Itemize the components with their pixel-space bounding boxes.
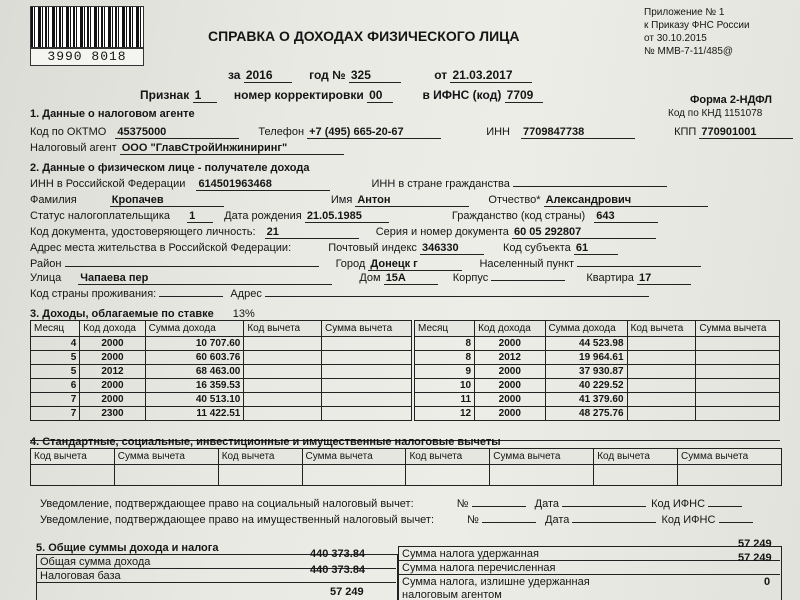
table-cell: 9 (415, 365, 475, 379)
oktmo-row: Код по ОКТМО 45375000 Телефон +7 (495) 665-20-67 ИНН 7709847738 КПП 770901001 (30, 126, 793, 139)
column-header: Сумма дохода (545, 321, 627, 337)
table-cell (627, 393, 696, 407)
column-header: Месяц (31, 321, 80, 337)
table-row (31, 407, 412, 421)
table-cell: 2000 (80, 337, 145, 351)
table-cell: 2000 (475, 379, 545, 393)
table-cell (218, 465, 302, 486)
income-table-left (30, 320, 412, 421)
table-row (415, 351, 780, 365)
tax-transferred-label: Сумма налога перечисленная (402, 562, 556, 574)
table-cell (322, 379, 412, 393)
column-header: Код вычета (627, 321, 696, 337)
document-title: СПРАВКА О ДОХОДАХ ФИЗИЧЕСКОГО ЛИЦА (208, 28, 520, 44)
table-cell (594, 465, 678, 486)
country-row: Код страны проживания: Адрес (30, 288, 649, 300)
table-row (31, 365, 412, 379)
barcode (30, 6, 144, 48)
table-cell: 6 (31, 379, 80, 393)
table-cell: 7 (31, 407, 80, 421)
table-cell: 68 463.00 (145, 365, 244, 379)
tax-transferred: 57 249 (738, 552, 772, 564)
table-cell: 2000 (80, 379, 145, 393)
address-row: Адрес места жительства в Российской Федерации: Почтовый индекс 346330 Код субъекта 61 (30, 242, 618, 255)
table-cell (244, 337, 322, 351)
table-cell: 2000 (475, 337, 545, 351)
table-cell (322, 337, 412, 351)
table-cell: 12 (415, 407, 475, 421)
table-row (415, 337, 780, 351)
column-header: Сумма вычета (114, 449, 218, 465)
property-notice-row: Уведомление, подтверждающее право на имущественный налоговый вычет: № Дата Код ИФНС (40, 514, 753, 526)
tax-excess-label: Сумма налога, излишне удержанная (402, 576, 590, 588)
table-cell (322, 407, 412, 421)
table-cell (627, 407, 696, 421)
column-header: Код дохода (80, 321, 145, 337)
table-cell (627, 337, 696, 351)
header-year-row: за 2016 год № 325 от 21.03.2017 (228, 68, 532, 83)
table-cell (244, 351, 322, 365)
table-cell: 10 707.60 (145, 337, 244, 351)
table-cell: 11 (415, 393, 475, 407)
total-income-label: Общая сумма дохода (40, 556, 151, 568)
table-cell: 44 523.98 (545, 337, 627, 351)
table-cell: 60 603.76 (145, 351, 244, 365)
deductions-table (30, 448, 782, 486)
table-row (31, 337, 412, 351)
table-cell (244, 379, 322, 393)
district-row: Район Город Донецк г Населенный пункт (30, 258, 701, 271)
table-cell (696, 379, 780, 393)
table-cell: 2012 (80, 365, 145, 379)
table-cell (244, 407, 322, 421)
agent-row: Налоговый агент ООО "ГлавСтройИнжиниринг" (30, 142, 344, 155)
column-header: Код вычета (218, 449, 302, 465)
table-cell: 48 275.76 (545, 407, 627, 421)
table-cell (627, 351, 696, 365)
tax-excess-label-2: налоговым агентом (402, 589, 502, 600)
column-header: Сумма вычета (302, 449, 406, 465)
document-row: Код документа, удостоверяющего личность: 21 Серия и номер документа 60 05 292807 (30, 226, 656, 239)
table-cell (406, 465, 490, 486)
tax-base: 440 373.84 (310, 564, 366, 576)
table-cell: 2000 (475, 365, 545, 379)
section5-title: 5. Общие суммы дохода и налога (36, 542, 219, 554)
income-table-right (414, 320, 780, 421)
tax-excess: 0 (764, 576, 771, 588)
table-cell: 7 (31, 393, 80, 407)
table-row (31, 393, 412, 407)
status-row: Статус налогоплательщика 1 Дата рождения 21.05.1985 Гражданство (код страны) 643 (30, 210, 658, 223)
table-cell: 5 (31, 365, 80, 379)
header-sign-row: Признак 1 номер корректировки 00 в ИФНС (код) 7709 (140, 88, 543, 103)
table-cell: 40 513.10 (145, 393, 244, 407)
total-income: 440 373.84 (310, 548, 366, 560)
table-cell (31, 465, 115, 486)
table-row (31, 465, 782, 486)
table-cell: 8 (415, 351, 475, 365)
table-cell: 4 (31, 337, 80, 351)
table-cell (490, 465, 594, 486)
table-cell: 2000 (80, 393, 145, 407)
table-cell: 5 (31, 351, 80, 365)
column-header: Месяц (415, 321, 475, 337)
table-cell (696, 393, 780, 407)
appendix-note: Приложение № 1 к Приказу ФНС России от 30.10.2015 № ММВ-7-11/485@ (644, 7, 750, 57)
column-header: Код вычета (244, 321, 322, 337)
section3-title: 3. Доходы, облагаемые по ставке 13% (30, 308, 255, 320)
section2-title: 2. Данные о физическом лице - получателе дохода (30, 162, 310, 174)
tax-base-label: Налоговая база (40, 570, 121, 582)
table-cell: 2012 (475, 351, 545, 365)
table-cell: 10 (415, 379, 475, 393)
column-header: Сумма вычета (322, 321, 412, 337)
table-row (415, 393, 780, 407)
column-header: Сумма вычета (490, 449, 594, 465)
table-cell (627, 379, 696, 393)
table-cell (322, 351, 412, 365)
knd-code: Код по КНД 1151078 (668, 108, 763, 119)
table-cell (696, 337, 780, 351)
column-header: Код дохода (475, 321, 545, 337)
table-cell (302, 465, 406, 486)
table-cell: 41 379.60 (545, 393, 627, 407)
tax-withheld-label: Сумма налога удержанная (402, 548, 539, 560)
column-header: Код вычета (594, 449, 678, 465)
table-cell: 2000 (475, 393, 545, 407)
table-cell: 2000 (80, 351, 145, 365)
table-row (31, 379, 412, 393)
social-notice-row: Уведомление, подтверждающее право на социальный налоговый вычет: № Дата Код ИФНС (40, 498, 742, 510)
table-cell: 37 930.87 (545, 365, 627, 379)
table-row (415, 365, 780, 379)
table-cell: 8 (415, 337, 475, 351)
table-cell (696, 407, 780, 421)
form-name: Форма 2-НДФЛ (690, 94, 772, 106)
table-cell (627, 365, 696, 379)
street-row: Улица Чапаева пер Дом 15А Корпус Квартира 17 (30, 272, 691, 285)
inn-row: ИНН в Российской Федерации 614501963468 ИНН в стране гражданства (30, 178, 667, 191)
column-header: Код вычета (31, 449, 115, 465)
table-cell (677, 465, 781, 486)
table-cell (696, 365, 780, 379)
table-cell (322, 393, 412, 407)
fio-row: Фамилия Кропачев Имя Антон Отчество* Александрович (30, 194, 708, 207)
column-header: Сумма вычета (677, 449, 781, 465)
section4-title: 4. Стандартные, социальные, инвестиционные и имущественные налоговые вычеты (30, 436, 501, 448)
table-cell (322, 365, 412, 379)
table-cell (696, 351, 780, 365)
table-cell: 16 359.53 (145, 379, 244, 393)
section1-title: 1. Данные о налоговом агенте (30, 108, 195, 120)
table-cell (244, 393, 322, 407)
table-cell (114, 465, 218, 486)
tax-withheld: 57 249 (738, 538, 772, 550)
table-cell: 40 229.52 (545, 379, 627, 393)
column-header: Код вычета (406, 449, 490, 465)
tax-calculated: 57 249 (330, 586, 364, 598)
table-cell: 19 964.61 (545, 351, 627, 365)
barcode-number: 3990 8018 (30, 48, 144, 66)
table-row (415, 379, 780, 393)
table-row (31, 351, 412, 365)
table-cell: 2300 (80, 407, 145, 421)
column-header: Сумма дохода (145, 321, 244, 337)
table-cell (244, 365, 322, 379)
column-header: Сумма вычета (696, 321, 780, 337)
table-cell: 2000 (475, 407, 545, 421)
table-cell: 11 422.51 (145, 407, 244, 421)
table-row (415, 407, 780, 421)
